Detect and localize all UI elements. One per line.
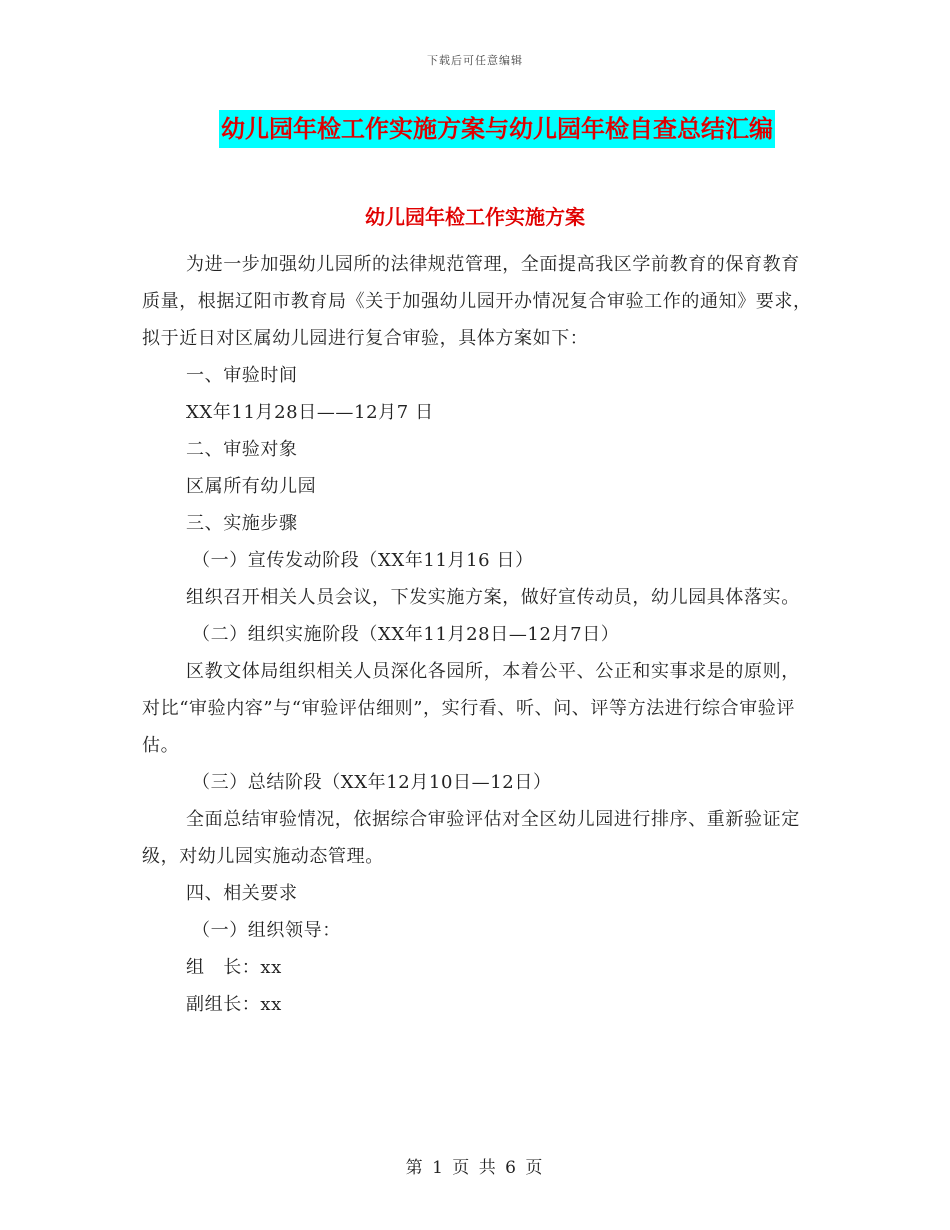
subheading-stage-2: （二）组织实施阶段（XX年11月28日—12月7日） [192, 624, 620, 645]
heading-review-time: 一、审验时间 [186, 365, 298, 386]
paragraph-stage-2: 区教文体局组织相关人员深化各园所，本着公平、公正和实事求是的原则，对比“审验内容”与“审验评估细则”，实行看、听、问、评等方法进行综合审验评估。 [142, 661, 800, 756]
subheading-organization: （一）组织领导： [192, 920, 341, 941]
paragraph-stage-1: 组织召开相关人员会议，下发实施方案，做好宣传动员，幼儿园具体落实。 [186, 587, 800, 608]
main-title-container [0, 110, 950, 148]
paragraph-intro: 为进一步加强幼儿园所的法律规范管理，全面提高我区学前教育的保育教育质量，根据辽阳市教育局《关于加强幼儿园开办情况复合审验工作的通知》要求，拟于近日对区属幼儿园进行复合审验，具体方案如下： [142, 254, 812, 349]
paragraph-deputy-leader: 副组长：xx [186, 994, 282, 1015]
main-title: 幼儿园年检工作实施方案与幼儿园年检自查总结汇编 [219, 110, 775, 148]
subheading-stage-1: （一）宣传发动阶段（XX年11月16 日） [192, 550, 534, 571]
heading-implementation-steps: 三、实施步骤 [186, 513, 298, 534]
subheading-stage-3: （三）总结阶段（XX年12月10日—12日） [192, 772, 552, 793]
page-number: 第 1 页 共 6 页 [405, 1158, 545, 1178]
document-body [142, 246, 812, 1023]
section-title: 幼儿园年检工作实施方案 [365, 205, 585, 229]
paragraph-review-dates: XX年11月28日——12月7 日 [186, 402, 434, 423]
heading-review-target: 二、审验对象 [186, 439, 298, 460]
paragraph-review-target: 区属所有幼儿园 [186, 476, 317, 497]
paragraph-stage-3: 全面总结审验情况，依据综合审验评估对全区幼儿园进行排序、重新验证定级，对幼儿园实施动态管理。 [142, 809, 800, 867]
paragraph-team-leader: 组 长：xx [186, 957, 282, 978]
heading-requirements: 四、相关要求 [186, 883, 298, 904]
page-header-note: 下载后可任意编辑 [427, 54, 523, 67]
